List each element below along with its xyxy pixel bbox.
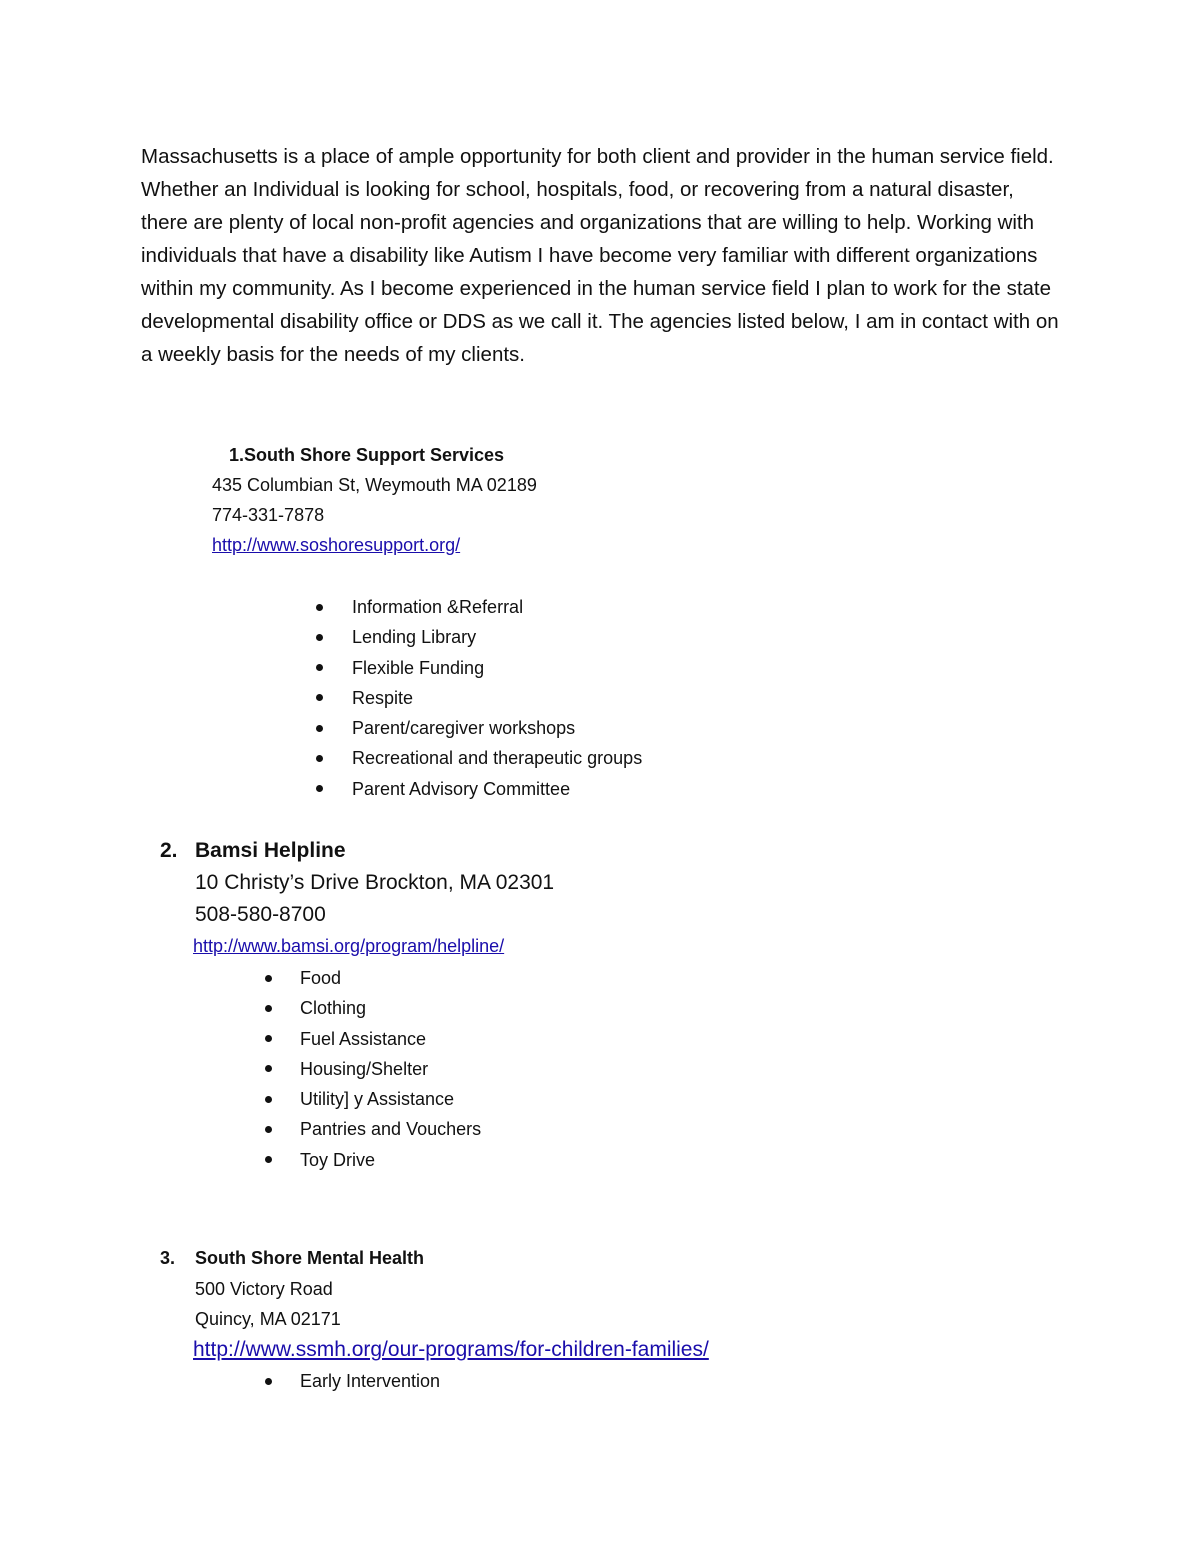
agency-3-address-line1: 500 Victory Road <box>195 1279 333 1299</box>
list-item: Clothing <box>262 993 481 1023</box>
bullet-icon <box>265 1378 272 1385</box>
agency-3-heading: South Shore Mental Health <box>195 1248 425 1268</box>
agency-3-services <box>262 1366 440 1396</box>
list-item: Utility] y Assistance <box>262 1084 481 1114</box>
list-item: Pantries and Vouchers <box>262 1114 481 1144</box>
bullet-icon <box>265 1065 272 1072</box>
list-item: Flexible Funding <box>313 653 642 683</box>
agency-1-link[interactable]: http://www.soshoresupport.org/ <box>212 535 461 555</box>
agency-2-heading: Bamsi Helpline <box>195 839 346 862</box>
bullet-icon <box>316 785 323 792</box>
agency-2-phone: 508-580-8700 <box>195 903 326 926</box>
bullet-icon <box>316 725 323 732</box>
agency-2-address: 10 Christy’s Drive Brockton, MA 02301 <box>195 871 555 894</box>
bullet-icon <box>316 664 323 671</box>
list-item: Early Intervention <box>262 1366 440 1396</box>
agency-2-number: 2. <box>160 839 178 862</box>
intro-paragraph: Massachusetts is a place of ample opportunity for both client and provider in the human service field. Whether an Individual is looking for school, hospitals, food, or recovering from a natural disaster, there are plenty of local non-profit agencies and organizations that are willing to help. Working with individuals that have a disability like Autism I have become very familiar with different organizations within my community. As I become experienced in the human service field I plan to work for the state developmental disability office or DDS as we call it. The agencies listed below, I am in contact with on a weekly basis for the needs of my clients. <box>141 145 1059 366</box>
agency-1-services <box>313 592 642 804</box>
list-item: Information &Referral <box>313 592 642 622</box>
list-item: Recreational and therapeutic groups <box>313 743 642 773</box>
list-item: Respite <box>313 683 642 713</box>
agency-3-link[interactable]: http://www.ssmh.org/our-programs/for-children-families/ <box>193 1338 709 1361</box>
agency-2-services <box>262 963 481 1175</box>
bullet-icon <box>265 1035 272 1042</box>
agency-2-link[interactable]: http://www.bamsi.org/program/helpline/ <box>193 936 505 956</box>
bullet-icon <box>265 1096 272 1103</box>
agency-1-address: 435 Columbian St, Weymouth MA 02189 <box>212 475 537 495</box>
list-item: Toy Drive <box>262 1145 481 1175</box>
list-item: Lending Library <box>313 622 642 652</box>
bullet-icon <box>316 755 323 762</box>
list-item: Housing/Shelter <box>262 1054 481 1084</box>
list-item: Parent/caregiver workshops <box>313 713 642 743</box>
agency-1-phone: 774-331-7878 <box>212 505 325 525</box>
bullet-icon <box>265 1005 272 1012</box>
list-item: Fuel Assistance <box>262 1024 481 1054</box>
bullet-icon <box>265 1126 272 1133</box>
bullet-icon <box>265 975 272 982</box>
list-item: Food <box>262 963 481 993</box>
bullet-icon <box>316 604 323 611</box>
list-item: Parent Advisory Committee <box>313 774 642 804</box>
bullet-icon <box>265 1156 272 1163</box>
bullet-icon <box>316 694 323 701</box>
agency-3-number: 3. <box>160 1248 176 1268</box>
agency-1-heading: 1.South Shore Support Services <box>229 445 505 465</box>
agency-3-address-line2: Quincy, MA 02171 <box>195 1309 341 1329</box>
bullet-icon <box>316 634 323 641</box>
